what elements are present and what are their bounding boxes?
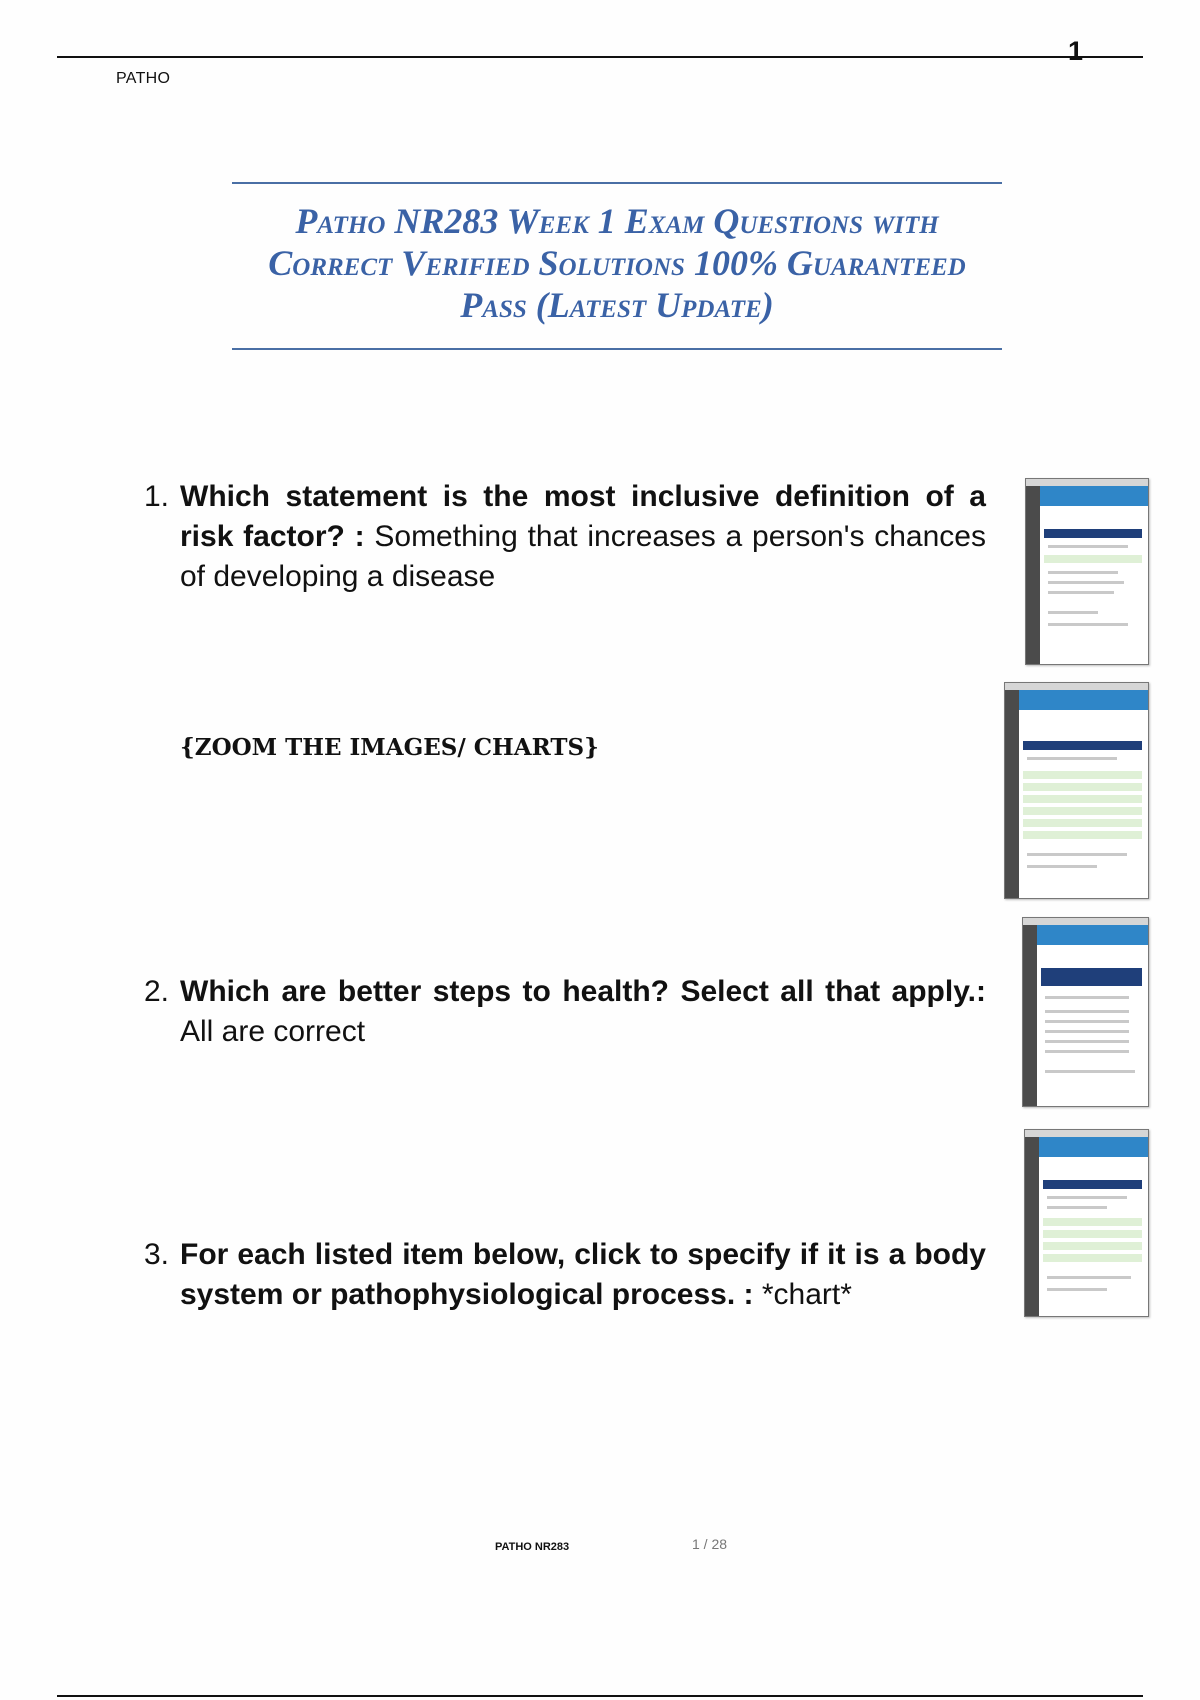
- modifiable-factors-screenshot: [1024, 1129, 1149, 1317]
- better-steps-to-health-screenshot: [1004, 682, 1149, 899]
- question-answer: All are correct: [180, 1015, 366, 1048]
- header-page-number: 1: [1068, 36, 1084, 66]
- footer-rule: [57, 1695, 1143, 1697]
- title-line-2: Correct Verified Solutions 100% Guaranteed: [268, 243, 966, 283]
- footer-label: PATHO NR283: [495, 1541, 570, 1553]
- question-text: Which are better steps to health? Select all that apply.:: [180, 975, 986, 1008]
- title-line-3: Pass (Latest Update): [460, 285, 774, 325]
- question-3: [144, 1235, 986, 1315]
- question-text: For each listed item below, click to specify if it is a body system or pathophysiological process. :: [180, 1238, 986, 1311]
- question-1: [144, 477, 986, 597]
- footer-page-indicator: 1 / 28: [692, 1536, 728, 1552]
- document-title: [232, 200, 1002, 326]
- question-number: 1.: [144, 480, 170, 513]
- body-system-process-screenshot: [1022, 917, 1149, 1107]
- header-rule: [57, 56, 1143, 58]
- title-line-1: Patho NR283 Week 1 Exam Questions with: [295, 201, 939, 241]
- question-text: Which statement is the most inclusive definition of a risk factor? :: [180, 480, 986, 553]
- title-top-rule: [232, 182, 1002, 184]
- header-label: PATHO: [116, 70, 171, 87]
- question-number: 3.: [144, 1238, 170, 1271]
- title-bottom-rule: [232, 348, 1002, 350]
- zoom-note: {ZOOM THE IMAGES/ CHARTS}: [180, 734, 599, 761]
- risk-factors-screenshot: [1025, 478, 1149, 665]
- question-number: 2.: [144, 975, 170, 1008]
- question-answer: Something that increases a person's chances of developing a disease: [180, 520, 986, 593]
- question-2: [144, 972, 986, 1052]
- question-answer: *chart*: [761, 1278, 852, 1311]
